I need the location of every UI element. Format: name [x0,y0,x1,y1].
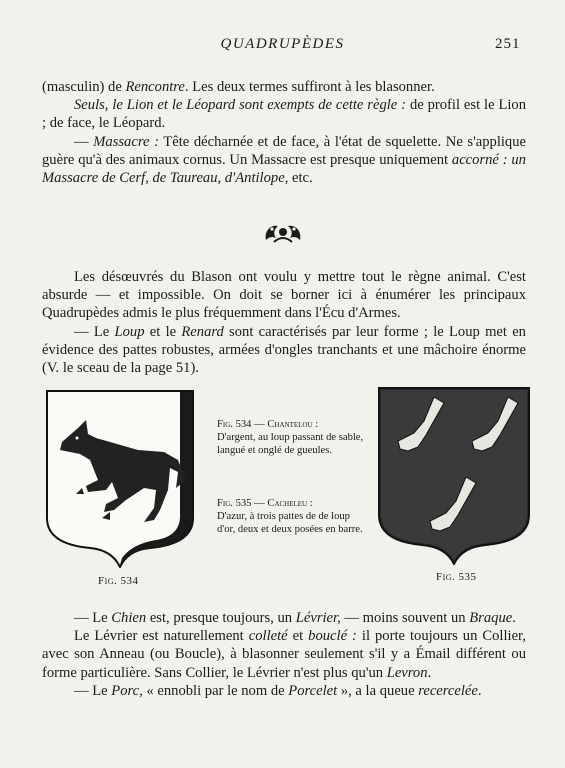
bottom-text-block [42,609,526,700]
figure-label-535: Fig. 535 [436,571,477,583]
middle-text-block [42,268,526,377]
paragraph-rencontre: (masculin) de Rencontre. Les deux termes suffiront à les blasonner. [42,79,435,95]
figure-label-534: Fig. 534 [98,575,139,587]
caption-fig-535: Fig. 535 — Cacheleu : D'azur, à trois pattes de de loup d'or, deux et deux posées en barre. [217,498,363,536]
paragraph-chien: — Le Chien est, presque toujours, un Lévrier, — moins souvent un Braque. [74,610,516,626]
shield-fig-534 [46,390,194,568]
paragraph-porc: — Le Porc, « ennobli par le nom de Porcelet », a la queue recercelée. [74,682,482,699]
running-header-title: QUADRUPÈDES [220,36,345,52]
caption-fig-534: Fig. 534 — Chantelou : D'argent, au loup passant de sable, langué et onglé de gueules. [217,419,364,457]
page-number: 251 [495,36,521,52]
paragraph-levrier: Le Lévrier est naturellement colleté et bouclé : il porte toujours un Collier, avec son Anneau (ou Boucle), à blasonner seulement s'il y a Émail différent ou forme particulière. Sans Collier, le Lévrier n'est plus qu'un Levron. [42,628,526,681]
top-text-block [42,78,526,187]
fleuron-ornament-icon [262,220,304,246]
shield-fig-535 [378,387,530,565]
paragraph-animal-kingdom: Les désœuvrés du Blason ont voulu y mettre tout le règne animal. C'est absurde — et impossible. On doit se borner ici à énumérer les principaux Quadrupèdes admis le plus fréquemment dans l'Écu d'Armes. [42,269,526,322]
paragraph-loup-renard: — Le Loup et le Renard sont caractérisés par leur forme ; le Loup met en évidence des pattes robustes, armées d'ongles tranchants et une mâchoire énorme (V. le sceau de la page 51). [42,323,526,377]
paragraph-lion-leopard: Seuls, le Lion et le Léopard sont exempts de cette règle : de profil est le Lion ; de face, le Léopard. [42,97,527,132]
paragraph-massacre: — Massacre : Tête décharnée et de face, à l'état de squelette. Ne s'applique guère qu'à des animaux cornus. Un Massacre est presque uniquement accorné : un Massacre de Cerf, de Taureau, d'Antilope, etc. [42,133,526,187]
